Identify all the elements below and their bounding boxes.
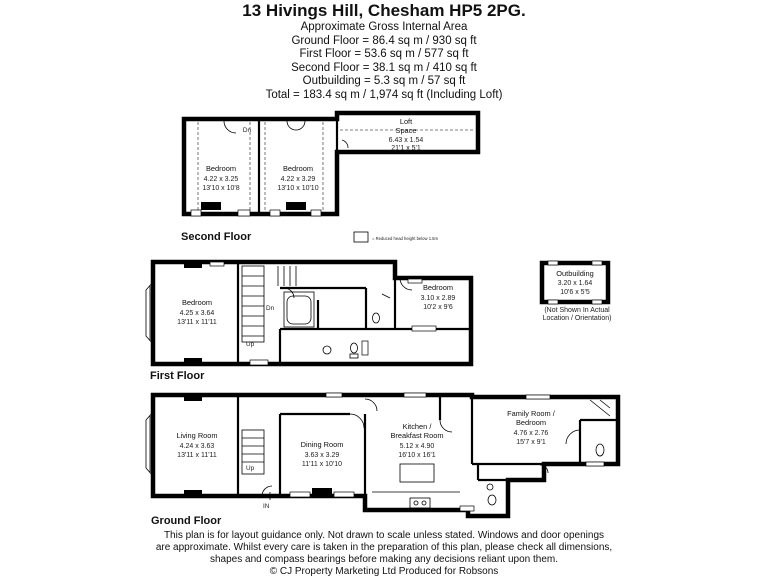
outbuilding-note: (Not Shown In Actual	[544, 307, 610, 314]
disclaimer-line: are approximate. Whilst every care is taken in the preparation of this plan, please check all dimensions,	[155, 542, 613, 553]
room-dims-imperial: 11'11 x 10'10	[301, 461, 343, 468]
room-dims-metric: 4.22 x 3.29	[280, 176, 316, 183]
outbuilding-dims-metric: 3.20 x 1.64	[557, 280, 593, 287]
outbuilding-name: Outbuilding	[556, 269, 594, 278]
room-name-line2: Bedroom	[516, 418, 546, 427]
room-name: Kitchen /	[402, 422, 432, 431]
ground-floor-area: Ground Floor = 86.4 sq m / 930 sq ft	[291, 34, 477, 47]
room-dims-imperial: 15'7 x 9'1	[516, 439, 546, 446]
area-heading: Approximate Gross Internal Area	[300, 21, 468, 33]
outbuilding-note: Location / Orientation)	[542, 315, 612, 322]
disclaimer	[0, 530, 768, 578]
first-floor-area: First Floor = 53.6 sq m / 577 sq ft	[299, 48, 469, 61]
room-dims-imperial: 13'10 x 10'8	[202, 185, 240, 192]
room-name: Loft	[399, 117, 413, 126]
outbuilding-dims-imperial: 10'6 x 5'5	[560, 289, 590, 296]
first-floor-plan	[146, 262, 471, 365]
room-dims-imperial: 13'11 x 11'11	[177, 452, 217, 459]
room-name: Bedroom	[423, 283, 453, 292]
entrance-label: IN	[263, 503, 270, 510]
room-name: Family Room /	[507, 409, 555, 418]
stair-up-label: Up	[246, 341, 255, 348]
room-dims-imperial: 21'1 x 5'1	[391, 145, 421, 152]
room-name: Dining Room	[300, 440, 344, 449]
room-dims-metric: 6.43 x 1.54	[388, 137, 424, 144]
room-dims-metric: 4.22 x 3.25	[203, 176, 239, 183]
room-dims-metric: 4.76 x 2.76	[513, 430, 549, 437]
stairs	[242, 266, 296, 342]
stair-down-label: Dn	[242, 127, 252, 134]
room-dims-imperial: 16'10 x 16'1	[398, 452, 436, 459]
room-dims-imperial: 13'11 x 11'11	[177, 319, 217, 326]
room-name: Bedroom	[283, 164, 313, 173]
room-dims-metric: 5.12 x 4.90	[399, 443, 435, 450]
reduced-height-legend: = Reduced head height below 1.5m	[372, 236, 439, 241]
room-name-line2: Breakfast Room	[390, 431, 444, 440]
first-floor-label: First Floor	[150, 370, 205, 382]
room-name: Bedroom	[182, 298, 212, 307]
disclaimer-line: shapes and compass bearings before making any decisions reliant upon them.	[210, 554, 558, 565]
room-name-line2: Space	[395, 126, 417, 135]
second-floor-plan	[184, 113, 478, 242]
second-floor-label: Second Floor	[181, 231, 252, 243]
room-dims-metric: 3.63 x 3.29	[304, 452, 340, 459]
copyright-line: © CJ Property Marketing Ltd Produced for Robsons	[269, 566, 499, 577]
total-area: Total = 183.4 sq m / 1,974 sq ft (Including Loft)	[265, 88, 503, 101]
ground-floor-label: Ground Floor	[151, 515, 222, 527]
outbuilding-area: Outbuilding = 5.3 sq m / 57 sq ft	[302, 75, 466, 88]
stair-down-label: Dn	[266, 305, 275, 312]
disclaimer-line: This plan is for layout guidance only. Not drawn to scale unless stated. Windows and door openings	[163, 530, 605, 541]
room-dims-metric: 4.25 x 3.64	[179, 310, 215, 317]
property-title: 13 Hivings Hill, Chesham HP5 2PG.	[242, 1, 526, 20]
stair-up-label: Up	[246, 465, 255, 472]
outbuilding-plan	[542, 261, 611, 322]
room-dims-metric: 3.10 x 2.89	[420, 295, 456, 302]
room-dims-imperial: 10'2 x 9'6	[423, 304, 453, 311]
second-floor-area: Second Floor = 38.1 sq m / 410 sq ft	[291, 61, 477, 74]
room-name: Bedroom	[206, 164, 236, 173]
room-dims-imperial: 13'10 x 10'10	[277, 185, 319, 192]
ground-floor-plan	[146, 393, 618, 516]
room-dims-metric: 4.24 x 3.63	[179, 443, 215, 450]
room-name: Living Room	[176, 431, 218, 440]
reduced-height-legend-swatch	[354, 232, 368, 242]
